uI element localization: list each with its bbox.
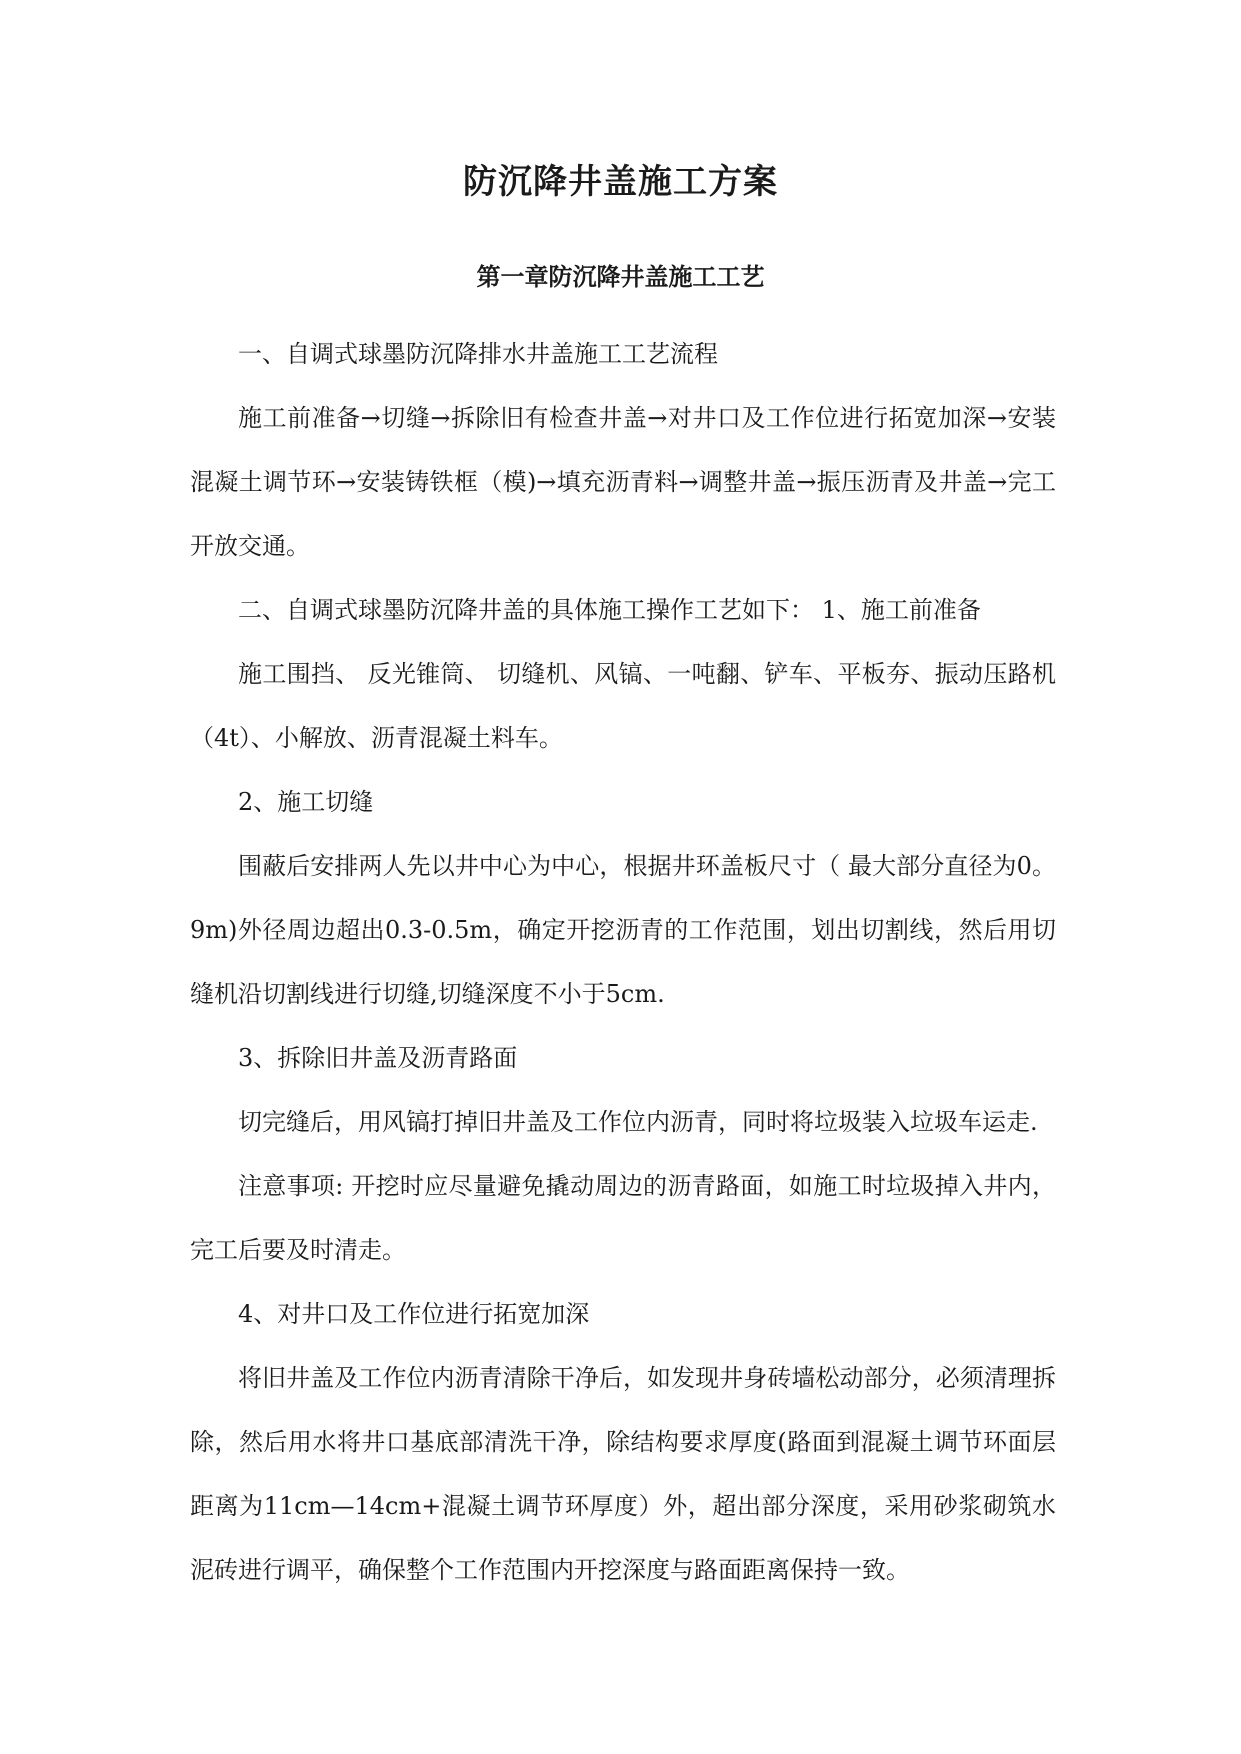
removal-paragraph: 切完缝后，用风镐打掉旧井盖及工作位内沥青，同时将垃圾装入垃圾车运走.: [238, 1108, 1038, 1136]
cutting-paragraph: 围蔽后安排两人先以井中心为中心，根据井环盖板尺寸（ 最大部分直径为0。9m)外径周边超出0.3-0.5m，确定开挖沥青的工作范围，划出切割线，然后用切缝机沿切割线进行切缝,切缝深度不小于5cm.: [190, 852, 1056, 1008]
process-flow-paragraph: 施工前准备→切缝→拆除旧有检查井盖→对井口及工作位进行拓宽加深→安装混凝土调节环→安装铸铁框（模)→填充沥青料→调整井盖→振压沥青及井盖→完工开放交通。: [190, 404, 1056, 560]
chapter-heading: 第一章防沉降井盖施工工艺: [476, 262, 765, 291]
section-heading-2: 二、自调式球墨防沉降井盖的具体施工操作工艺如下： 1、施工前准备: [238, 596, 981, 624]
section-heading-1: 一、自调式球墨防沉降排水井盖施工工艺流程: [238, 340, 718, 368]
equipment-paragraph: 施工围挡、 反光锥筒、 切缝机、风镐、一吨翻、铲车、平板夯、振动压路机（4t）、小解放、沥青混凝土料车。: [190, 660, 1056, 752]
document-title: 防沉降井盖施工方案: [463, 162, 778, 202]
step-heading-removal: 3、拆除旧井盖及沥青路面: [238, 1044, 518, 1072]
step-heading-cutting: 2、施工切缝: [238, 788, 374, 816]
widening-paragraph: 将旧井盖及工作位内沥青清除干净后，如发现井身砖墙松动部分，必须清理拆除，然后用水将井口基底部清洗干净，除结构要求厚度(路面到混凝土调节环面层距离为11cm—14cm+混凝土调节环厚度）外，超出部分深度，采用砂浆砌筑水泥砖进行调平，确保整个工作范围内开挖深度与路面距离保持一致。: [190, 1364, 1056, 1584]
document-body: [190, 322, 1056, 1602]
caution-paragraph: 注意事项: 开挖时应尽量避免撬动周边的沥青路面，如施工时垃圾掉入井内，完工后要及时清走。: [190, 1172, 1056, 1264]
step-heading-widening: 4、对井口及工作位进行拓宽加深: [238, 1300, 590, 1328]
